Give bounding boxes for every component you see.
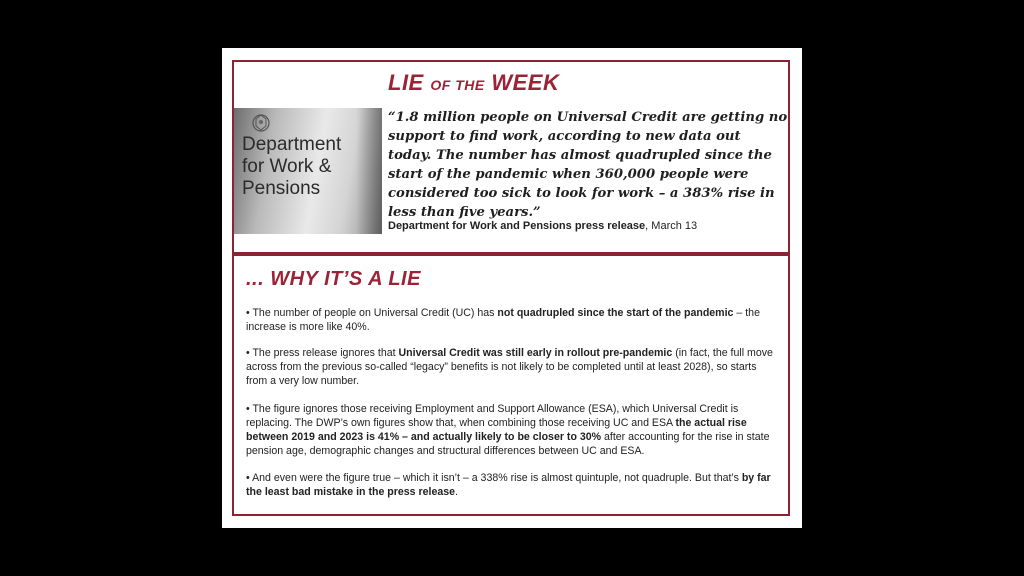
source-name: Department for Work and Pensions press release (388, 220, 646, 232)
press-release-quote: “1.8 million people on Universal Credit are getting no support to find work, according to new data out today. The number has almost quadrupled since the start of the pandemic when 360,000 people were considered too sick to look for work – a 383% rise in less than five years.” (388, 110, 788, 220)
quote-source (388, 220, 697, 232)
source-date: , March 13 (645, 220, 698, 232)
bullet-bold-text: by far the least bad mistake in the press release (246, 472, 771, 498)
bullet-text: • The number of people on Universal Credit (UC) has (246, 307, 498, 319)
bullet-point (246, 402, 780, 458)
lie-of-the-week-title (388, 70, 559, 96)
bullet-bold-text: Universal Credit was still early in rollout pre-pandemic (398, 347, 673, 359)
bullet-text: • And even were the figure true – which it isn’t – a 338% rise is almost quintuple, not quadruple. But that’s (246, 472, 742, 484)
lie-of-the-week-panel (232, 60, 790, 254)
bullet-text: after accounting for the rise in state pension age, demographic changes and structural differences between UC and ESA. (246, 431, 770, 457)
why-its-a-lie-panel (232, 254, 790, 516)
title-week: WEEK (491, 70, 560, 95)
bullet-bold-text: not quadrupled since the start of the pandemic (497, 307, 734, 319)
title-of-the: OF THE (430, 77, 485, 93)
article-page (222, 48, 802, 528)
royal-crest-icon (250, 112, 272, 134)
why-its-a-lie-title: ... WHY IT’S A LIE (246, 268, 421, 290)
title-lie: LIE (388, 70, 424, 95)
photo-shade (356, 108, 382, 234)
bullet-bold-text: the actual rise between 2019 and 2023 is 41% – and actually likely to be closer to 30% (246, 417, 747, 443)
bullet-point (246, 306, 780, 334)
bullet-point (246, 471, 780, 499)
bullet-text: • The figure ignores those receiving Employment and Support Allowance (ESA), which Universal Credit is replacing. The DWP’s own figures show that, when combining those receiving UC and ESA (246, 403, 739, 429)
dwp-sign-photo (234, 108, 382, 234)
bullet-text: – the increase is more like 40%. (246, 307, 760, 333)
sign-text: Department for Work & Pensions (242, 134, 342, 199)
bullet-text: • The press release ignores that (246, 347, 399, 359)
bullet-point (246, 346, 780, 388)
bullet-text: (in fact, the full move across from the previous so-called “legacy” benefits is not likely to be completed until at least 2028), so starts from a very low number. (246, 347, 773, 387)
bullet-text: . (455, 486, 458, 498)
